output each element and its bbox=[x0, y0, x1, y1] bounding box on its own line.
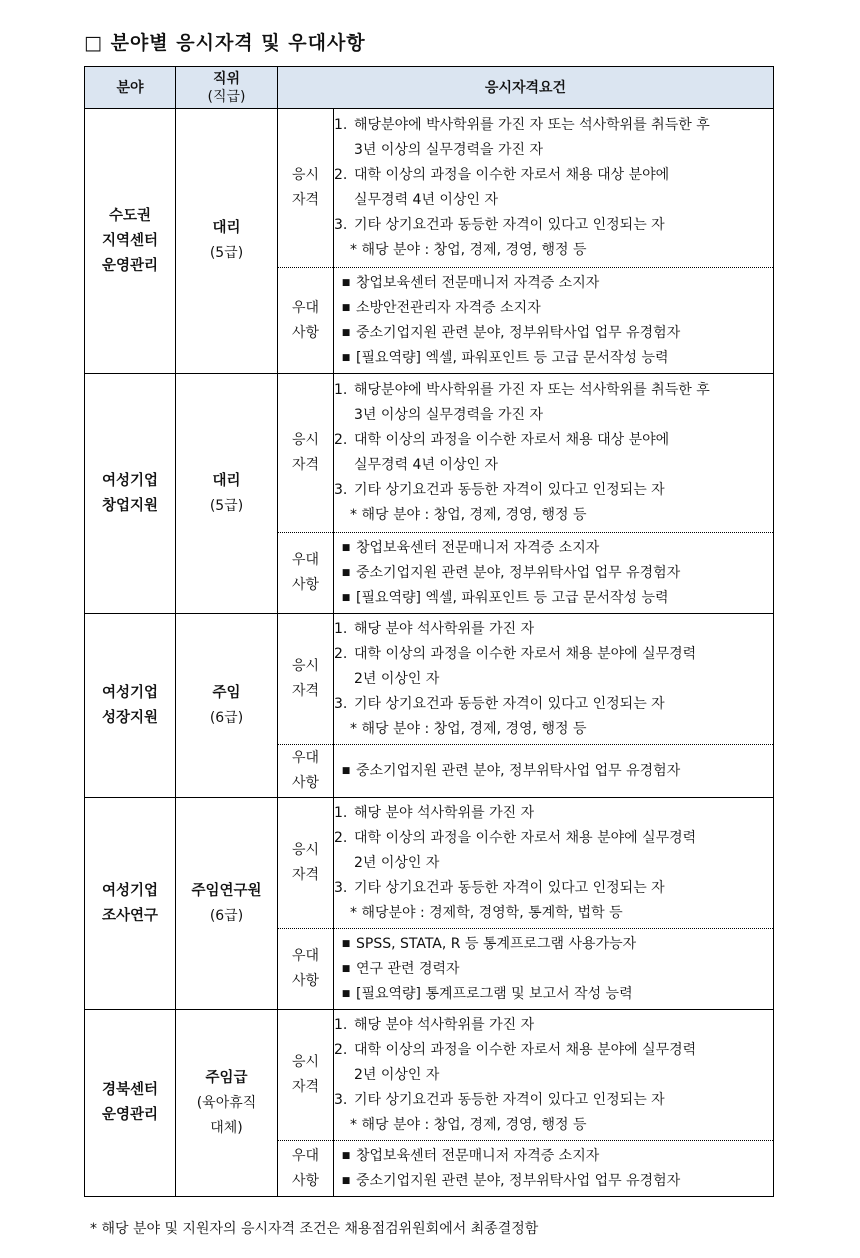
list-item bbox=[334, 346, 773, 371]
page-title: □ 분야별 응시자격 및 우대사항 bbox=[84, 32, 366, 54]
header-field: 분야 bbox=[85, 67, 176, 109]
preference-content bbox=[334, 745, 774, 798]
list-item bbox=[334, 478, 773, 503]
qualification-label: 응시 자격 bbox=[291, 432, 320, 473]
qualification-content bbox=[334, 109, 774, 268]
list-number: 2. bbox=[334, 167, 348, 183]
list-text: 연구 관련 경력자 bbox=[356, 960, 460, 977]
preference-label-cell bbox=[278, 268, 334, 374]
list-text: 창업보육센터 전문매니저 자격증 소지자 bbox=[356, 1147, 600, 1164]
position-grade: (5급) bbox=[209, 497, 244, 514]
list-item bbox=[334, 1088, 773, 1113]
list-text: 중소기업지원 관련 분야, 정부위탁사업 업무 유경험자 bbox=[356, 324, 681, 341]
list-number: 3. bbox=[334, 1091, 348, 1108]
list-number: 1. bbox=[334, 1016, 348, 1033]
list-item bbox=[334, 271, 773, 296]
list-number: 1. bbox=[334, 117, 348, 133]
list-item bbox=[334, 321, 773, 346]
list-text: 중소기업지원 관련 분야, 정부위탁사업 업무 유경험자 bbox=[356, 564, 681, 581]
preference-label-cell bbox=[278, 929, 334, 1010]
qualification-label: 응시 자격 bbox=[291, 1054, 320, 1095]
list-text: 창업보육센터 전문매니저 자격증 소지자 bbox=[356, 274, 600, 291]
field-note: * 해당 분야 : 창업, 경제, 경영, 행정 등 bbox=[350, 1116, 587, 1133]
list-number: 2. bbox=[334, 1041, 348, 1058]
table-row bbox=[85, 1010, 774, 1141]
position-cell bbox=[176, 614, 278, 798]
qualification-label: 응시 자격 bbox=[291, 842, 320, 883]
list-item bbox=[334, 826, 773, 876]
list-text: 중소기업지원 관련 분야, 정부위탁사업 업무 유경험자 bbox=[356, 1172, 681, 1189]
list-number: 2. bbox=[334, 645, 348, 662]
qualification-label-cell bbox=[278, 798, 334, 929]
table-header-row bbox=[85, 67, 774, 109]
table-row bbox=[85, 798, 774, 929]
square-bullet-icon: ■ bbox=[341, 542, 351, 553]
list-text: 대학 이상의 과정을 이수한 자로서 채용 분야에 실무경력 2년 이상인 자 bbox=[354, 829, 697, 871]
position-grade: (육아휴직 대체) bbox=[196, 1094, 257, 1136]
field-cell bbox=[85, 614, 176, 798]
list-text: 기타 상기요건과 동등한 자격이 있다고 인정되는 자 bbox=[354, 695, 665, 712]
preference-label-cell bbox=[278, 1141, 334, 1197]
qualification-label-cell bbox=[278, 1010, 334, 1141]
position-grade: (6급) bbox=[209, 907, 244, 924]
field-cell bbox=[85, 798, 176, 1010]
preference-label: 우대 사항 bbox=[291, 750, 320, 791]
list-text: 해당분야에 박사학위를 가진 자 또는 석사학위를 취득한 후 3년 이상의 실무경력을 가진 자 bbox=[354, 382, 710, 423]
field-note: * 해당 분야 : 창업, 경제, 경영, 행정 등 bbox=[350, 242, 587, 258]
position-title: 대리 bbox=[212, 472, 241, 489]
preference-label-cell bbox=[278, 533, 334, 614]
list-text: 소방안전관리자 자격증 소지자 bbox=[356, 299, 541, 316]
preference-content bbox=[334, 268, 774, 374]
list-item bbox=[334, 982, 773, 1007]
field-note: * 해당 분야 : 창업, 경제, 경영, 행정 등 bbox=[350, 720, 587, 737]
list-number: 2. bbox=[334, 432, 348, 448]
square-bullet-icon: ■ bbox=[341, 938, 351, 949]
table-row bbox=[85, 614, 774, 745]
square-bullet-icon: ■ bbox=[341, 765, 351, 776]
list-number: 2. bbox=[334, 829, 348, 846]
list-number: 3. bbox=[334, 482, 348, 498]
list-item bbox=[334, 1169, 773, 1194]
list-item bbox=[334, 1038, 773, 1088]
field-name: 경북센터 운영관리 bbox=[101, 1082, 159, 1123]
square-bullet-icon: ■ bbox=[341, 963, 351, 974]
list-text: 중소기업지원 관련 분야, 정부위탁사업 업무 유경험자 bbox=[356, 762, 681, 779]
field-cell bbox=[85, 109, 176, 374]
list-number: 3. bbox=[334, 217, 348, 233]
square-bullet-icon: ■ bbox=[341, 567, 351, 578]
qualification-label-cell bbox=[278, 374, 334, 533]
list-text: 대학 이상의 과정을 이수한 자로서 채용 대상 분야에 실무경력 4년 이상인 자 bbox=[354, 432, 670, 473]
position-cell bbox=[176, 798, 278, 1010]
preference-label: 우대 사항 bbox=[291, 948, 320, 989]
header-requirements: 응시자격요건 bbox=[278, 67, 774, 109]
list-text: 해당 분야 석사학위를 가진 자 bbox=[354, 804, 535, 821]
list-item bbox=[334, 1144, 773, 1169]
list-item bbox=[334, 801, 773, 826]
preference-label: 우대 사항 bbox=[291, 299, 320, 341]
position-title: 주임연구원 bbox=[191, 882, 262, 899]
qualification-label-cell bbox=[278, 614, 334, 745]
field-name: 여성기업 창업지원 bbox=[101, 472, 159, 514]
qualification-content bbox=[334, 614, 774, 745]
list-text: [필요역량] 엑셀, 파워포인트 등 고급 문서작성 능력 bbox=[356, 589, 669, 606]
list-item bbox=[334, 428, 773, 478]
field-name: 여성기업 성장지원 bbox=[101, 684, 159, 726]
qualification-label: 응시 자격 bbox=[291, 167, 320, 208]
field-cell bbox=[85, 1010, 176, 1197]
field-note: * 해당분야 : 경제학, 경영학, 통계학, 법학 등 bbox=[350, 904, 623, 921]
list-item bbox=[334, 642, 773, 692]
list-item bbox=[334, 536, 773, 561]
qualification-content bbox=[334, 1010, 774, 1141]
preference-content bbox=[334, 929, 774, 1010]
preference-label-cell bbox=[278, 745, 334, 798]
list-text: SPSS, STATA, R 등 통계프로그램 사용가능자 bbox=[356, 935, 637, 952]
list-text: 해당 분야 석사학위를 가진 자 bbox=[354, 1016, 535, 1033]
position-cell bbox=[176, 109, 278, 374]
list-text: [필요역량] 통계프로그램 및 보고서 작성 능력 bbox=[356, 985, 633, 1002]
requirements-table bbox=[84, 66, 774, 1197]
list-number: 1. bbox=[334, 620, 348, 637]
list-item bbox=[334, 692, 773, 717]
list-item bbox=[334, 561, 773, 586]
square-bullet-icon: ■ bbox=[341, 277, 351, 288]
list-text: 기타 상기요건과 동등한 자격이 있다고 인정되는 자 bbox=[354, 482, 665, 498]
position-title: 대리 bbox=[212, 220, 241, 236]
list-item bbox=[334, 586, 773, 611]
position-cell bbox=[176, 374, 278, 614]
list-text: 해당 분야 석사학위를 가진 자 bbox=[354, 620, 535, 637]
list-text: 기타 상기요건과 동등한 자격이 있다고 인정되는 자 bbox=[354, 217, 665, 233]
list-number: 3. bbox=[334, 879, 348, 896]
list-text: 대학 이상의 과정을 이수한 자로서 채용 대상 분야에 실무경력 4년 이상인 자 bbox=[354, 167, 670, 208]
square-bullet-icon: ■ bbox=[341, 327, 351, 338]
list-text: 해당분야에 박사학위를 가진 자 또는 석사학위를 취득한 후 3년 이상의 실무경력을 가진 자 bbox=[354, 117, 710, 158]
square-bullet-icon: ■ bbox=[341, 1175, 351, 1186]
list-text: 창업보육센터 전문매니저 자격증 소지자 bbox=[356, 539, 600, 556]
position-grade: (5급) bbox=[209, 245, 244, 261]
list-item bbox=[334, 1013, 773, 1038]
table-row bbox=[85, 374, 774, 533]
position-title: 주임급 bbox=[205, 1069, 248, 1086]
list-text: 대학 이상의 과정을 이수한 자로서 채용 분야에 실무경력 2년 이상인 자 bbox=[354, 645, 697, 687]
list-number: 1. bbox=[334, 804, 348, 821]
preference-label: 우대 사항 bbox=[291, 1147, 320, 1189]
list-item bbox=[334, 957, 773, 982]
table-body bbox=[85, 109, 774, 1197]
list-text: 대학 이상의 과정을 이수한 자로서 채용 분야에 실무경력 2년 이상인 자 bbox=[354, 1041, 697, 1083]
list-number: 1. bbox=[334, 382, 348, 398]
square-bullet-icon: ■ bbox=[341, 302, 351, 313]
qualification-content bbox=[334, 798, 774, 929]
position-grade: (6급) bbox=[209, 709, 244, 726]
list-item bbox=[334, 617, 773, 642]
list-item bbox=[334, 213, 773, 238]
list-item bbox=[334, 113, 773, 163]
header-position: 직위 (직급) bbox=[176, 67, 278, 109]
square-bullet-icon: ■ bbox=[341, 592, 351, 603]
footnote: * 해당 분야 및 지원자의 응시자격 조건은 채용점검위원회에서 최종결정함 bbox=[90, 1221, 539, 1237]
preference-content bbox=[334, 533, 774, 614]
qualification-label: 응시 자격 bbox=[291, 658, 320, 699]
qualification-label-cell bbox=[278, 109, 334, 268]
table-row bbox=[85, 109, 774, 268]
list-item bbox=[334, 932, 773, 957]
list-text: 기타 상기요건과 동등한 자격이 있다고 인정되는 자 bbox=[354, 879, 665, 896]
preference-label: 우대 사항 bbox=[291, 552, 320, 593]
list-item bbox=[334, 876, 773, 901]
field-name: 수도권 지역센터 운영관리 bbox=[101, 207, 159, 274]
list-text: [필요역량] 엑셀, 파워포인트 등 고급 문서작성 능력 bbox=[356, 349, 669, 366]
list-item bbox=[334, 759, 773, 784]
list-text: 기타 상기요건과 동등한 자격이 있다고 인정되는 자 bbox=[354, 1091, 665, 1108]
position-title: 주임 bbox=[212, 684, 241, 701]
list-item bbox=[334, 378, 773, 428]
square-bullet-icon: ■ bbox=[341, 352, 351, 363]
square-bullet-icon: ■ bbox=[341, 988, 351, 999]
position-cell bbox=[176, 1010, 278, 1197]
preference-content bbox=[334, 1141, 774, 1197]
field-cell bbox=[85, 374, 176, 614]
field-name: 여성기업 조사연구 bbox=[101, 882, 159, 924]
square-bullet-icon: ■ bbox=[341, 1150, 351, 1161]
list-item bbox=[334, 163, 773, 213]
field-note: * 해당 분야 : 창업, 경제, 경영, 행정 등 bbox=[350, 507, 587, 523]
list-number: 3. bbox=[334, 695, 348, 712]
list-item bbox=[334, 296, 773, 321]
qualification-content bbox=[334, 374, 774, 533]
